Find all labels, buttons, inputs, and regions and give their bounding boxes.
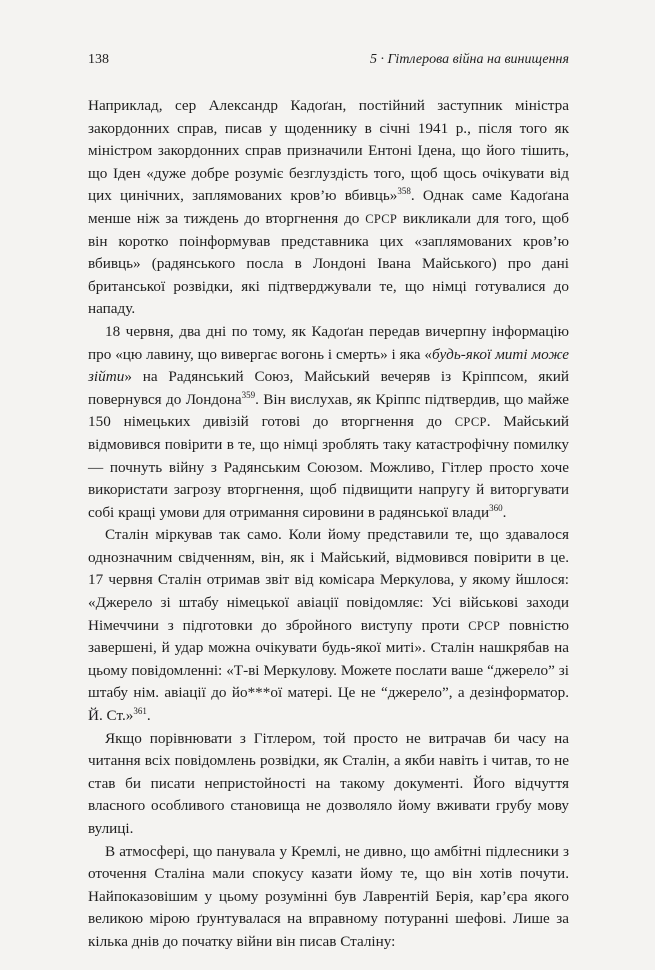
text-run: повністю завершені, й удар можна очікувати будь-якої миті». Сталін нашкрябав на цьому повідомленні: «Т-ві Меркулову. Можете послати ваше “джерело” зі штабу нім. авіації до йо***ої матері. Це не “джерело”, а дезінформатор. Й. Ст.» xyxy=(88,616,570,725)
text-run: В атмосфері, що панувала у Кремлі, не дивно, що амбітні підлесники з оточення Сталіна мали спокусу казати йому те, що він хотів почути. Найпоказовішим у цьому розумінні був Лаврентій Берія, кар’єра якого великою мірою ґрунтувалася на вправному потуранні шефові. Лише за кілька днів до початку війни він писав Сталіну: xyxy=(88,842,569,950)
text-run: . xyxy=(146,707,151,725)
text-run: Наприклад, сер Александр Кадоґан, постійний заступник міністра закордонних справ, писав у щоденнику в січні 1941 р., після того як міністром закордонних справ призначили Ентоні Ідена, що його тішить, що Іден «дуже добре розуміє безглуздість того, щоб щось очікувати від цих цинічних, заплямованих кров’ю вбивць» xyxy=(88,97,569,205)
small-caps-text: СРСР xyxy=(468,618,501,633)
text-run: Сталін міркував так само. Коли йому представили те, що здавалося однозначним свідченням, він, як і Майський, відмовився повірити в це. 17 червня Сталін отримав звіт від комісара Меркулова, у якому йшлося: «Джерело зі штабу німецької авіації повідомляє: Усі військові заходи Німеччини з підготовки до збройного виступу проти xyxy=(88,526,569,634)
text-run: викликали для того, щоб він коротко поінформував представника цих «заплямованих кров’ю вбивць» (радянського посла в Лондоні Івана Майського) про дані британської розвідки, які підтверджували те, що німці готувалися до нападу. xyxy=(88,209,569,318)
page-header xyxy=(88,52,569,72)
small-caps-text: СРСР xyxy=(454,415,487,430)
text-run: . Однак саме Кадоґана менше ніж за тиждень до вторгнення до xyxy=(88,187,569,227)
paragraph xyxy=(88,524,569,727)
paragraph xyxy=(88,728,569,841)
page-number: 138 xyxy=(88,52,109,67)
paragraph xyxy=(88,841,569,954)
footnote-ref: 360 xyxy=(489,502,503,513)
running-head: 5 · Гітлерова війна на винищення xyxy=(369,52,569,67)
text-run: » на Радянський Союз, Майський вечеряв із Кріппсом, який повернувся до Лондона xyxy=(88,368,569,408)
paragraph xyxy=(88,95,569,321)
text-run: Якщо порівнювати з Гітлером, той просто не витрачав би часу на читання всіх повідомлень розвідки, як Сталін, а якби навіть і читав, то не став би писати непристойності на такому документі. Його відчуття власного особливого становища не дозволяло йому вживати грубу мову вулиці. xyxy=(88,729,569,837)
footnote-ref: 361 xyxy=(133,706,147,717)
footnote-ref: 358 xyxy=(397,186,411,197)
footnote-ref: 359 xyxy=(241,389,256,400)
body-text xyxy=(88,95,569,954)
text-run: . xyxy=(502,503,507,521)
text-run: . Він вислухав, як Кріппс підтвердив, що майже 150 німецьких дивізій готові до вторгнення до xyxy=(88,390,569,431)
text-run: . Майський відмовився повірити в те, що німці зроблять таку катастрофічну помилку — почнуть війну з Радянським Союзом. Можливо, Гітлер просто хоче використати загрозу вторгнення, щоб підвищити напругу й виторгувати собі кращі умови для отримання сировини в радянської влади xyxy=(88,413,569,521)
small-caps-text: СРСР xyxy=(365,211,398,226)
emphasis-text: будь-якої миті може зійти xyxy=(88,345,570,386)
paragraph xyxy=(88,321,569,524)
text-run: 18 червня, два дні по тому, як Кадоґан передав вичерпну інформацію про «цю лавину, що вивергає вогонь і смерть» і яка « xyxy=(88,322,569,363)
